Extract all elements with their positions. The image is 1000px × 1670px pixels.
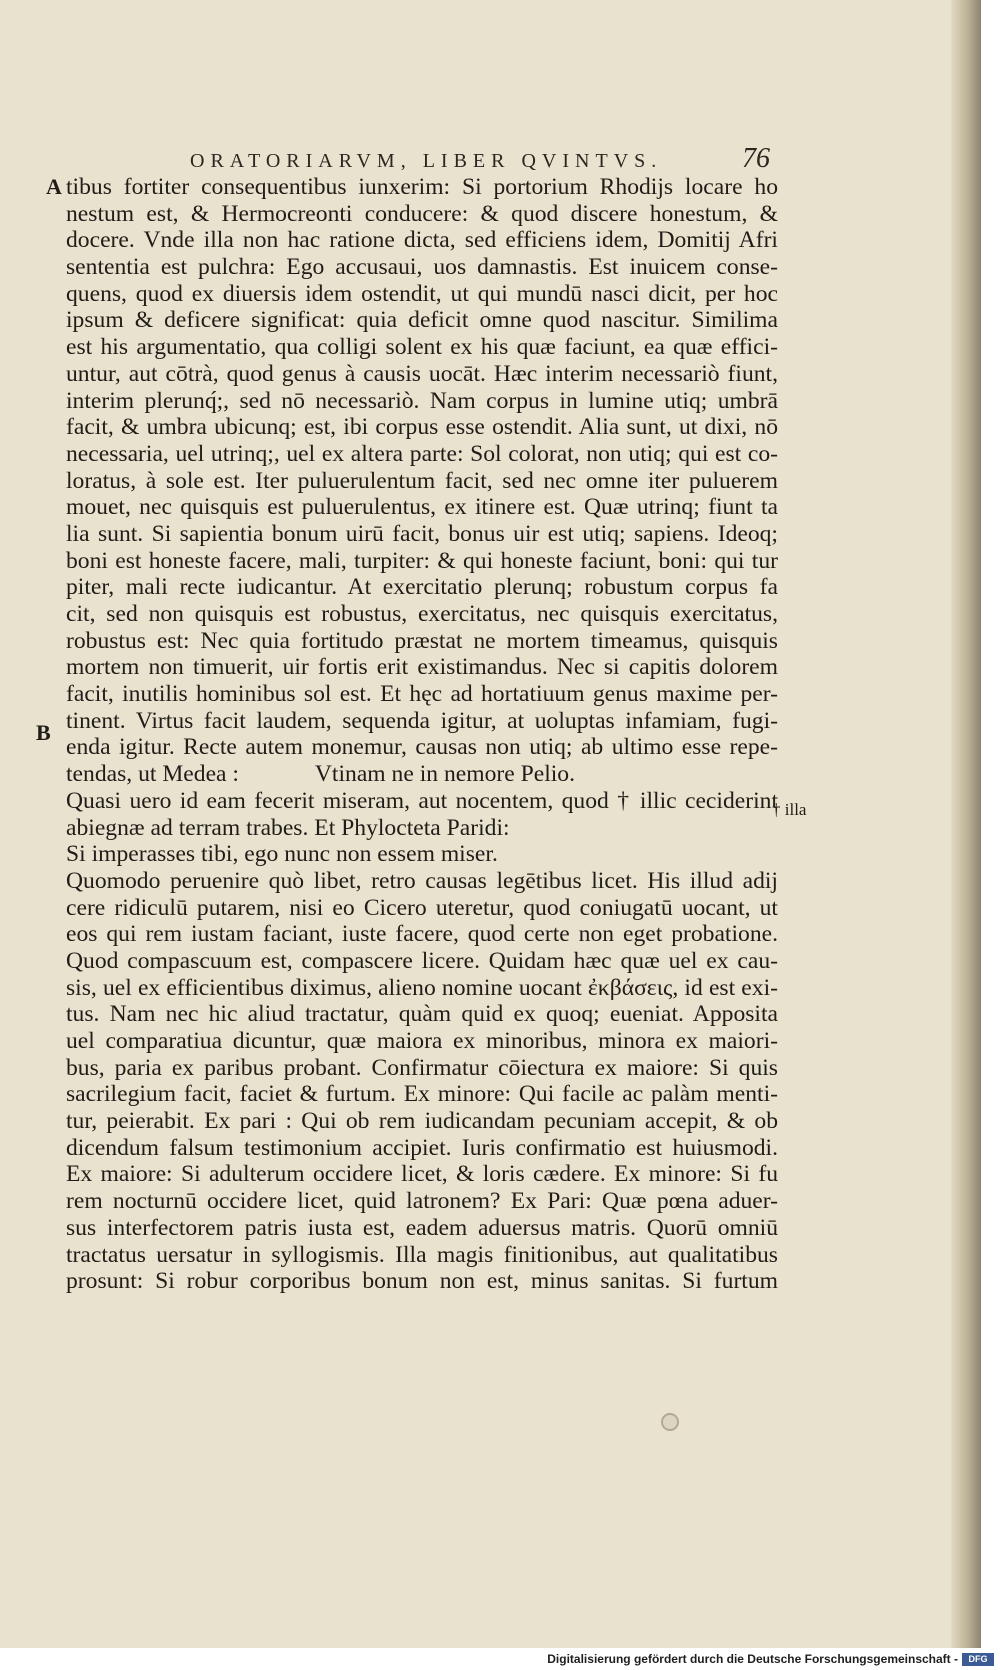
- text-line: [66, 761, 778, 788]
- body-text: [66, 174, 778, 1295]
- text-line: docere. Vnde illa non hac ratione dicta, sed efficiens idem, Domitij Afri: [66, 227, 778, 254]
- text-line-end: tendas, ut Medea :: [66, 761, 239, 788]
- text-line: bus, paria ex paribus probant. Confirmatur cōiectura ex maiore: Si quis: [66, 1054, 778, 1081]
- text-line: quens, quod ex diuersis idem ostendit, ut qui mundū nasci dicit, per hoc: [66, 280, 778, 307]
- text-line: prosunt: Si robur corporibus bonum non est, minus sanitas. Si furtum: [66, 1268, 778, 1295]
- text-line: tur, peierabit. Ex pari : Qui ob rem iudicandam pecuniam accepit, & ob: [66, 1108, 778, 1135]
- text-line: est his argumentatio, qua colligi solent ex his quæ faciunt, ea quæ effici-: [66, 334, 778, 361]
- page-edge-shadow: [951, 0, 981, 1648]
- text-line: eos qui rem iustam faciant, iuste facere, quod certe non eget probatione.: [66, 921, 778, 948]
- text-line: piter, mali recte iudicantur. At exercitatio plerunq; robustum corpus fa: [66, 574, 778, 601]
- text-line: Quasi uero id eam fecerit miseram, aut nocentem, quod † illic ceciderint: [66, 787, 778, 814]
- text-line: enda igitur. Recte autem monemur, causas non utiq; ab ultimo esse repe-: [66, 734, 778, 761]
- text-line: uel comparatiua dicuntur, quæ maiora ex minoribus, minora ex maiori-: [66, 1028, 778, 1054]
- text-line: tus. Nam nec hic aliud tractatur, quàm quid ex quoq; eueniat. Apposita: [66, 1001, 778, 1028]
- text-line: mortem non timuerit, uir fortis erit existimandus. Nec si capitis dolorem: [66, 654, 778, 681]
- text-line: untur, aut cōtrà, quod genus à causis uocāt. Hæc interim necessariò fiunt,: [66, 360, 778, 387]
- text-line: tibus fortiter consequentibus iunxerim: Si portorium Rhodijs locare ho: [66, 174, 778, 200]
- text-line: boni est honeste facere, mali, turpiter: & qui honeste faciunt, boni: qui tur: [66, 547, 778, 574]
- text-line: sus interfectorem patris iusta est, eadem aduersus matris. Quorū omniū: [66, 1214, 778, 1241]
- margin-note: † illa: [772, 800, 807, 819]
- text-line: mouet, nec quisquis est puluerulentus, ex itinere est. Quæ utrinq; fiunt ta: [66, 494, 778, 521]
- text-line: loratus, à sole est. Iter puluerulentum facit, sed nec omne iter puluerem: [66, 467, 778, 494]
- text-line: sacrilegium facit, faciet & furtum. Ex minore: Qui facile ac palàm menti-: [66, 1081, 778, 1108]
- text-line: tractatus uersatur in syllogismis. Illa magis finitionibus, aut qualitatibus: [66, 1241, 778, 1268]
- text-line: facit, & umbra ubicunq; est, ibi corpus esse ostendit. Alia sunt, ut dixi, nō: [66, 414, 778, 441]
- text-line: cit, sed non quisquis est robustus, exercitatus, nec quisquis exercitatus,: [66, 601, 778, 627]
- text-line: robustus est: Nec quia fortitudo præstat ne mortem timeamus, quisquis: [66, 627, 778, 654]
- dfg-logo: DFG: [962, 1653, 994, 1666]
- text-line: Quod compascuum est, compascere licere. Quidam hæc quæ uel ex cau-: [66, 947, 778, 974]
- text-line: Si imperasses tibi, ego nunc non essem miser.: [66, 841, 498, 868]
- margin-marker-a: A: [46, 174, 62, 199]
- text-line: ipsum & deficere significat: quia deficit omne quod nascitur. Similima: [66, 307, 778, 334]
- text-line: Ex maiore: Si adulterum occidere licet, & loris cædere. Ex minore: Si fu: [66, 1161, 778, 1188]
- text-line: necessaria, uel utrinq;, uel ex altera parte: Sol colorat, non utiq; qui est co-: [66, 440, 778, 467]
- text-line: sis, uel ex efficientibus diximus, alieno nomine uocant ἐκβάσεις, id est exi-: [66, 974, 778, 1001]
- folio-number: 76: [742, 143, 770, 174]
- digitization-credit: Digitalisierung gefördert durch die Deutsche Forschungsgemeinschaft -: [547, 1652, 958, 1666]
- text-line: abiegnæ ad terram trabes. Et Phylocteta Paridi:: [66, 814, 510, 841]
- text-line: cere ridiculū putarem, nisi eo Cicero uteretur, quod coniugatū uocant, ut: [66, 894, 778, 921]
- text-line: facit, inutilis hominibus sol est. Et hęc ad hortatiuum genus maxime per-: [66, 681, 778, 708]
- text-line: dicendum falsum testimonium accipiet. Iuris confirmatio est huiusmodi.: [66, 1134, 778, 1161]
- text-line: tinent. Virtus facit laudem, sequenda igitur, at uoluptas infamiam, fugi-: [66, 707, 778, 734]
- text-line: interim plerunq́;, sed nō necessariò. Nam corpus in lumine utiq; umbrā: [66, 387, 778, 414]
- text-line: sententia est pulchra: Ego accusaui, uos damnastis. Est inuicem conse-: [66, 254, 778, 281]
- text-line: Quomodo peruenire quò libet, retro causas legētibus licet. His illud adij: [66, 867, 778, 894]
- text-line: nestum est, & Hermocreonti conducere: & quod discere honestum, &: [66, 200, 778, 227]
- paper-stain: [661, 1413, 679, 1431]
- text-line: lia sunt. Si sapientia bonum uirū facit, bonus uir est utiq; sapiens. Ideoq;: [66, 520, 778, 547]
- quoted-verse: Vtinam ne in nemore Pelio.: [314, 761, 576, 788]
- running-header-title: ORATORIARVM, LIBER QVINTVS.: [190, 150, 663, 172]
- text-line: rem nocturnū occidere licet, quid latronem? Ex Pari: Quæ pœna aduer-: [66, 1188, 778, 1215]
- margin-marker-b: B: [36, 720, 51, 745]
